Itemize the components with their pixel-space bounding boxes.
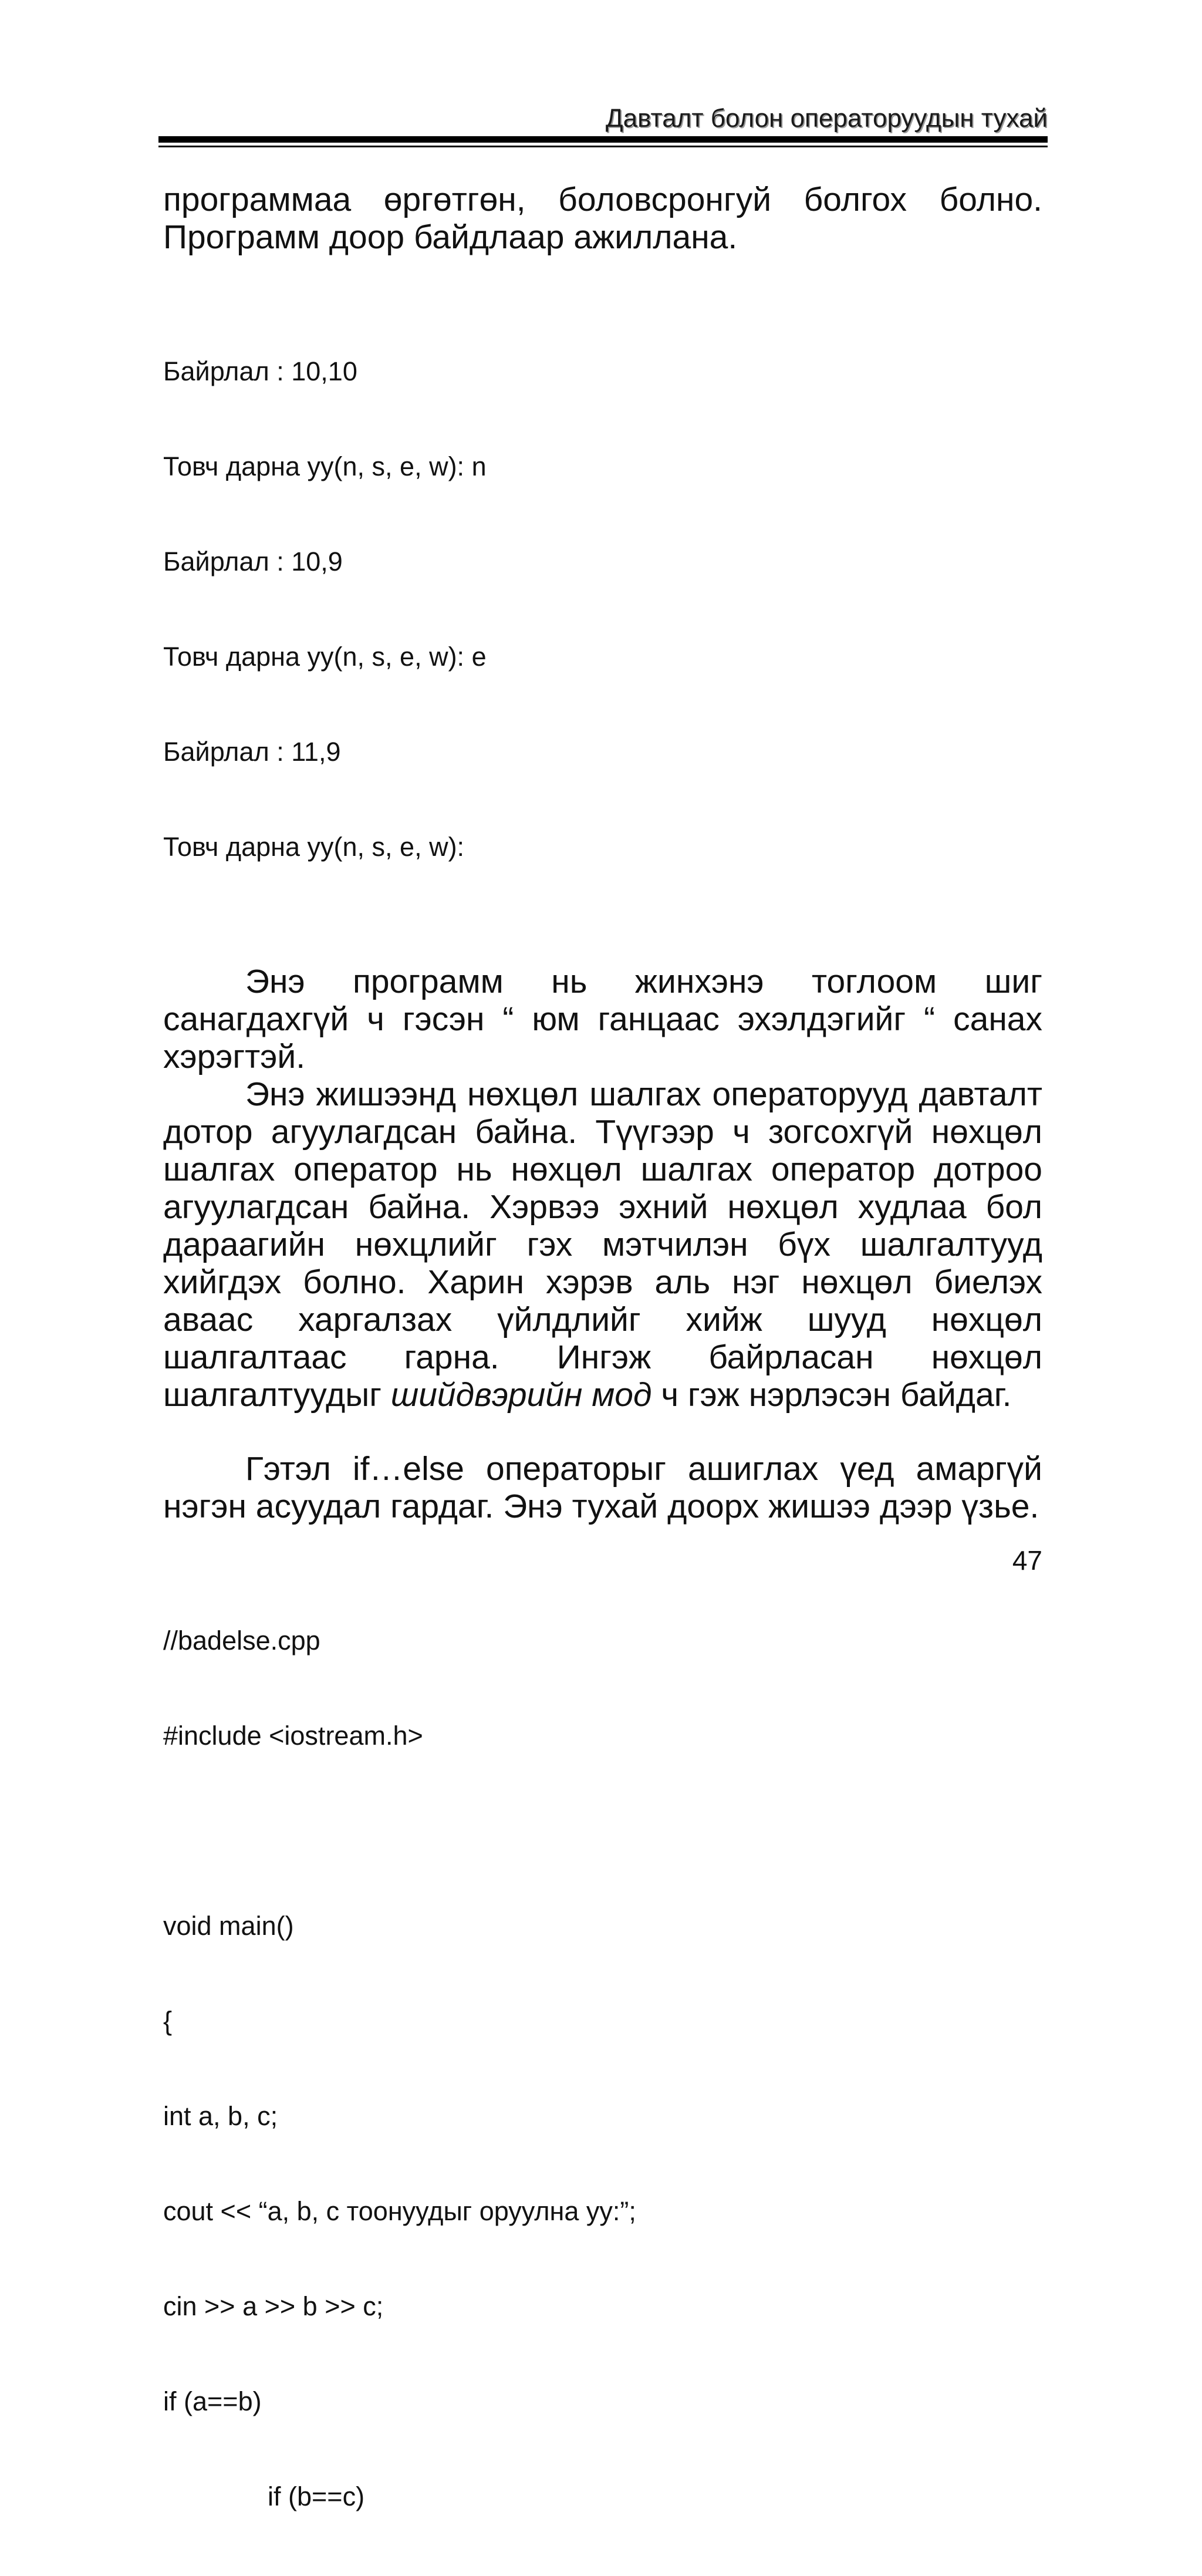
page-number: 47 (1012, 1545, 1042, 1576)
spacer (163, 926, 1042, 963)
emphasized-term: шийдвэрийн мод (390, 1376, 652, 1414)
output-line: Байрлал : 10,10 (163, 356, 357, 386)
running-title: Давталт болон операторуудын тухай (605, 104, 1048, 133)
output-line: Товч дарна уу(n, s, e, w): e (163, 642, 487, 672)
header-rule-thick (158, 136, 1048, 143)
code-line: if (a==b) (163, 2386, 262, 2416)
code-line: cout << “a, b, c тоонуудыг оруулна уу:”; (163, 2196, 636, 2226)
page-content (163, 181, 1042, 2576)
paragraph-text: ч гэж нэрлэсэн байдаг. (651, 1376, 1012, 1414)
code-listing (163, 1562, 1042, 2576)
paragraph-reminder: Энэ программ нь жинхэнэ тоглоом шиг санагдахгүй ч гэсэн “ юм ганцаас эхэлдэгийг “ санах хэрэгтэй. (163, 963, 1042, 1075)
code-line: { (163, 2006, 173, 2036)
program-output (163, 292, 1042, 926)
running-header (158, 103, 1048, 139)
code-line: int a, b, c; (163, 2101, 278, 2131)
paragraph-text: Энэ жишээнд нөхцөл шалгах операторууд давталт дотор агуулагдсан байна. Түүгээр ч зогсохгүй нөхцөл шалгах оператор нь нөхцөл шалгах оператор дотроо агуулагдсан байна. Хэрвээ эхний нөхцөл худлаа бол дараагийн нөхцлийг гэх мэтчилэн бүх шалгалтууд хийгдэх болно. Харин хэрэв аль нэг нөхцөл биелэх аваас харгалзах үйлдлийг хийж шууд нөхцөл шалгалтаас гарна. Ингэж байрласан нөхцөл шалгалтуудыг (163, 1075, 1042, 1414)
paragraph-decision-tree (163, 1075, 1042, 1414)
code-line: if (b==c) (268, 2481, 365, 2511)
output-line: Товч дарна уу(n, s, e, w): (163, 832, 465, 862)
spacer (163, 1525, 1042, 1562)
code-line: #include <iostream.h> (163, 1721, 423, 1751)
code-blank-line (163, 1815, 1042, 1847)
spacer (163, 1414, 1042, 1450)
code-line: //badelse.cpp (163, 1626, 320, 1655)
paragraph-intro: программаа өргөтгөн, боловсронгуй болгох болно. Программ доор байдлаар ажиллана. (163, 181, 1042, 256)
header-rule-thin (158, 146, 1048, 147)
paragraph-if-else: Гэтэл if…else операторыг ашиглах үед амаргүй нэгэн асуудал гардаг. Энэ тухай доорх жишээ дээр үзье. (163, 1450, 1042, 1525)
output-line: Байрлал : 10,9 (163, 547, 343, 576)
output-line: Товч дарна уу(n, s, e, w): n (163, 451, 487, 481)
code-line: void main() (163, 1911, 294, 1941)
output-line: Байрлал : 11,9 (163, 737, 341, 767)
spacer (163, 256, 1042, 292)
code-line: cin >> a >> b >> c; (163, 2291, 384, 2321)
